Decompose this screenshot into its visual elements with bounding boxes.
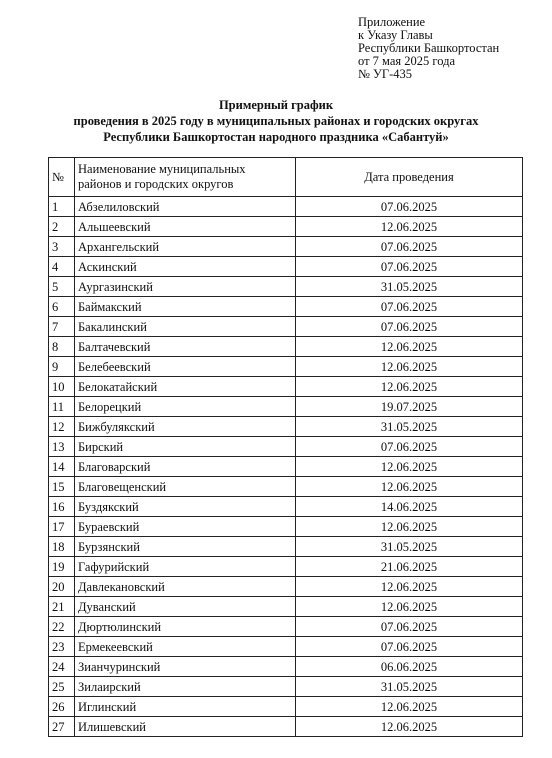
row-name: Илишевский bbox=[75, 717, 296, 737]
title-line: проведения в 2025 году в муниципальных районах и городских округах bbox=[73, 114, 479, 128]
header-number: № bbox=[49, 158, 75, 197]
row-date: 31.05.2025 bbox=[296, 537, 523, 557]
table-row bbox=[49, 517, 523, 537]
row-name: Дюртюлинский bbox=[75, 617, 296, 637]
row-date: 07.06.2025 bbox=[296, 617, 523, 637]
row-number: 13 bbox=[49, 437, 75, 457]
row-number: 8 bbox=[49, 337, 75, 357]
appendix-line: № УГ-435 bbox=[358, 67, 413, 81]
row-date: 07.06.2025 bbox=[296, 257, 523, 277]
table-body bbox=[49, 197, 523, 737]
table-row bbox=[49, 297, 523, 317]
row-name: Иглинский bbox=[75, 697, 296, 717]
table-row bbox=[49, 257, 523, 277]
row-date: 12.06.2025 bbox=[296, 217, 523, 237]
row-date: 07.06.2025 bbox=[296, 297, 523, 317]
table-row bbox=[49, 457, 523, 477]
row-number: 1 bbox=[49, 197, 75, 217]
row-date: 07.06.2025 bbox=[296, 317, 523, 337]
row-date: 07.06.2025 bbox=[296, 637, 523, 657]
row-date: 12.06.2025 bbox=[296, 517, 523, 537]
row-number: 21 bbox=[49, 597, 75, 617]
row-date: 12.06.2025 bbox=[296, 697, 523, 717]
row-name: Благовещенский bbox=[75, 477, 296, 497]
table-row bbox=[49, 217, 523, 237]
table-row bbox=[49, 497, 523, 517]
row-number: 18 bbox=[49, 537, 75, 557]
appendix-block bbox=[358, 16, 499, 81]
table-row bbox=[49, 397, 523, 417]
table-row bbox=[49, 337, 523, 357]
row-name: Благоварский bbox=[75, 457, 296, 477]
table-row bbox=[49, 317, 523, 337]
row-name: Зилаирский bbox=[75, 677, 296, 697]
table-row bbox=[49, 377, 523, 397]
row-date: 12.06.2025 bbox=[296, 457, 523, 477]
row-number: 26 bbox=[49, 697, 75, 717]
row-name: Аскинский bbox=[75, 257, 296, 277]
row-date: 07.06.2025 bbox=[296, 197, 523, 217]
row-name: Белебеевский bbox=[75, 357, 296, 377]
row-name: Баймакский bbox=[75, 297, 296, 317]
row-name: Гафурийский bbox=[75, 557, 296, 577]
row-number: 20 bbox=[49, 577, 75, 597]
table-row bbox=[49, 357, 523, 377]
row-number: 22 bbox=[49, 617, 75, 637]
appendix-line: к Указу Главы bbox=[358, 28, 433, 42]
row-number: 2 bbox=[49, 217, 75, 237]
row-name: Буздякский bbox=[75, 497, 296, 517]
table-row bbox=[49, 617, 523, 637]
row-number: 27 bbox=[49, 717, 75, 737]
row-name: Бакалинский bbox=[75, 317, 296, 337]
row-name: Бижбулякский bbox=[75, 417, 296, 437]
row-date: 12.06.2025 bbox=[296, 717, 523, 737]
schedule-table bbox=[48, 157, 523, 737]
table-row bbox=[49, 277, 523, 297]
table-row bbox=[49, 697, 523, 717]
row-name: Аургазинский bbox=[75, 277, 296, 297]
title-line: Республики Башкортостан народного праздника «Сабантуй» bbox=[103, 130, 449, 144]
row-name: Абзелиловский bbox=[75, 197, 296, 217]
row-date: 07.06.2025 bbox=[296, 237, 523, 257]
table-row bbox=[49, 237, 523, 257]
row-name: Белорецкий bbox=[75, 397, 296, 417]
table-row bbox=[49, 717, 523, 737]
table-row bbox=[49, 637, 523, 657]
row-date: 31.05.2025 bbox=[296, 677, 523, 697]
row-number: 16 bbox=[49, 497, 75, 517]
title-line: Примерный график bbox=[218, 98, 334, 112]
row-name: Бураевский bbox=[75, 517, 296, 537]
row-date: 31.05.2025 bbox=[296, 417, 523, 437]
row-number: 24 bbox=[49, 657, 75, 677]
header-name: Наименование муниципальных районов и городских округов bbox=[75, 158, 296, 197]
table-row bbox=[49, 477, 523, 497]
row-number: 25 bbox=[49, 677, 75, 697]
row-number: 19 bbox=[49, 557, 75, 577]
row-number: 14 bbox=[49, 457, 75, 477]
table-row bbox=[49, 557, 523, 577]
table-row bbox=[49, 437, 523, 457]
row-number: 12 bbox=[49, 417, 75, 437]
row-number: 9 bbox=[49, 357, 75, 377]
row-number: 17 bbox=[49, 517, 75, 537]
appendix-line: Республики Башкортостан bbox=[358, 41, 500, 55]
row-name: Давлекановский bbox=[75, 577, 296, 597]
row-date: 06.06.2025 bbox=[296, 657, 523, 677]
row-date: 12.06.2025 bbox=[296, 577, 523, 597]
row-number: 7 bbox=[49, 317, 75, 337]
row-date: 12.06.2025 bbox=[296, 477, 523, 497]
row-date: 12.06.2025 bbox=[296, 357, 523, 377]
row-number: 15 bbox=[49, 477, 75, 497]
row-date: 31.05.2025 bbox=[296, 277, 523, 297]
table-row bbox=[49, 657, 523, 677]
row-number: 23 bbox=[49, 637, 75, 657]
row-date: 12.06.2025 bbox=[296, 597, 523, 617]
row-number: 11 bbox=[49, 397, 75, 417]
table-row bbox=[49, 417, 523, 437]
row-name: Архангельский bbox=[75, 237, 296, 257]
header-date: Дата проведения bbox=[296, 158, 523, 197]
table-row bbox=[49, 677, 523, 697]
row-name: Альшеевский bbox=[75, 217, 296, 237]
table-row bbox=[49, 197, 523, 217]
row-name: Ермекеевский bbox=[75, 637, 296, 657]
row-name: Бурзянский bbox=[75, 537, 296, 557]
row-name: Бирский bbox=[75, 437, 296, 457]
row-number: 4 bbox=[49, 257, 75, 277]
row-number: 3 bbox=[49, 237, 75, 257]
row-number: 5 bbox=[49, 277, 75, 297]
table-row bbox=[49, 597, 523, 617]
row-date: 19.07.2025 bbox=[296, 397, 523, 417]
table-row bbox=[49, 577, 523, 597]
table-header-row bbox=[49, 158, 523, 197]
appendix-line: от 7 мая 2025 года bbox=[358, 54, 456, 68]
row-date: 12.06.2025 bbox=[296, 377, 523, 397]
row-date: 14.06.2025 bbox=[296, 497, 523, 517]
row-number: 10 bbox=[49, 377, 75, 397]
row-date: 12.06.2025 bbox=[296, 337, 523, 357]
document-title bbox=[0, 97, 552, 145]
row-name: Дуванский bbox=[75, 597, 296, 617]
row-name: Зианчуринский bbox=[75, 657, 296, 677]
row-name: Балтачевский bbox=[75, 337, 296, 357]
row-date: 21.06.2025 bbox=[296, 557, 523, 577]
table-row bbox=[49, 537, 523, 557]
row-date: 07.06.2025 bbox=[296, 437, 523, 457]
row-number: 6 bbox=[49, 297, 75, 317]
appendix-line: Приложение bbox=[358, 15, 426, 29]
row-name: Белокатайский bbox=[75, 377, 296, 397]
